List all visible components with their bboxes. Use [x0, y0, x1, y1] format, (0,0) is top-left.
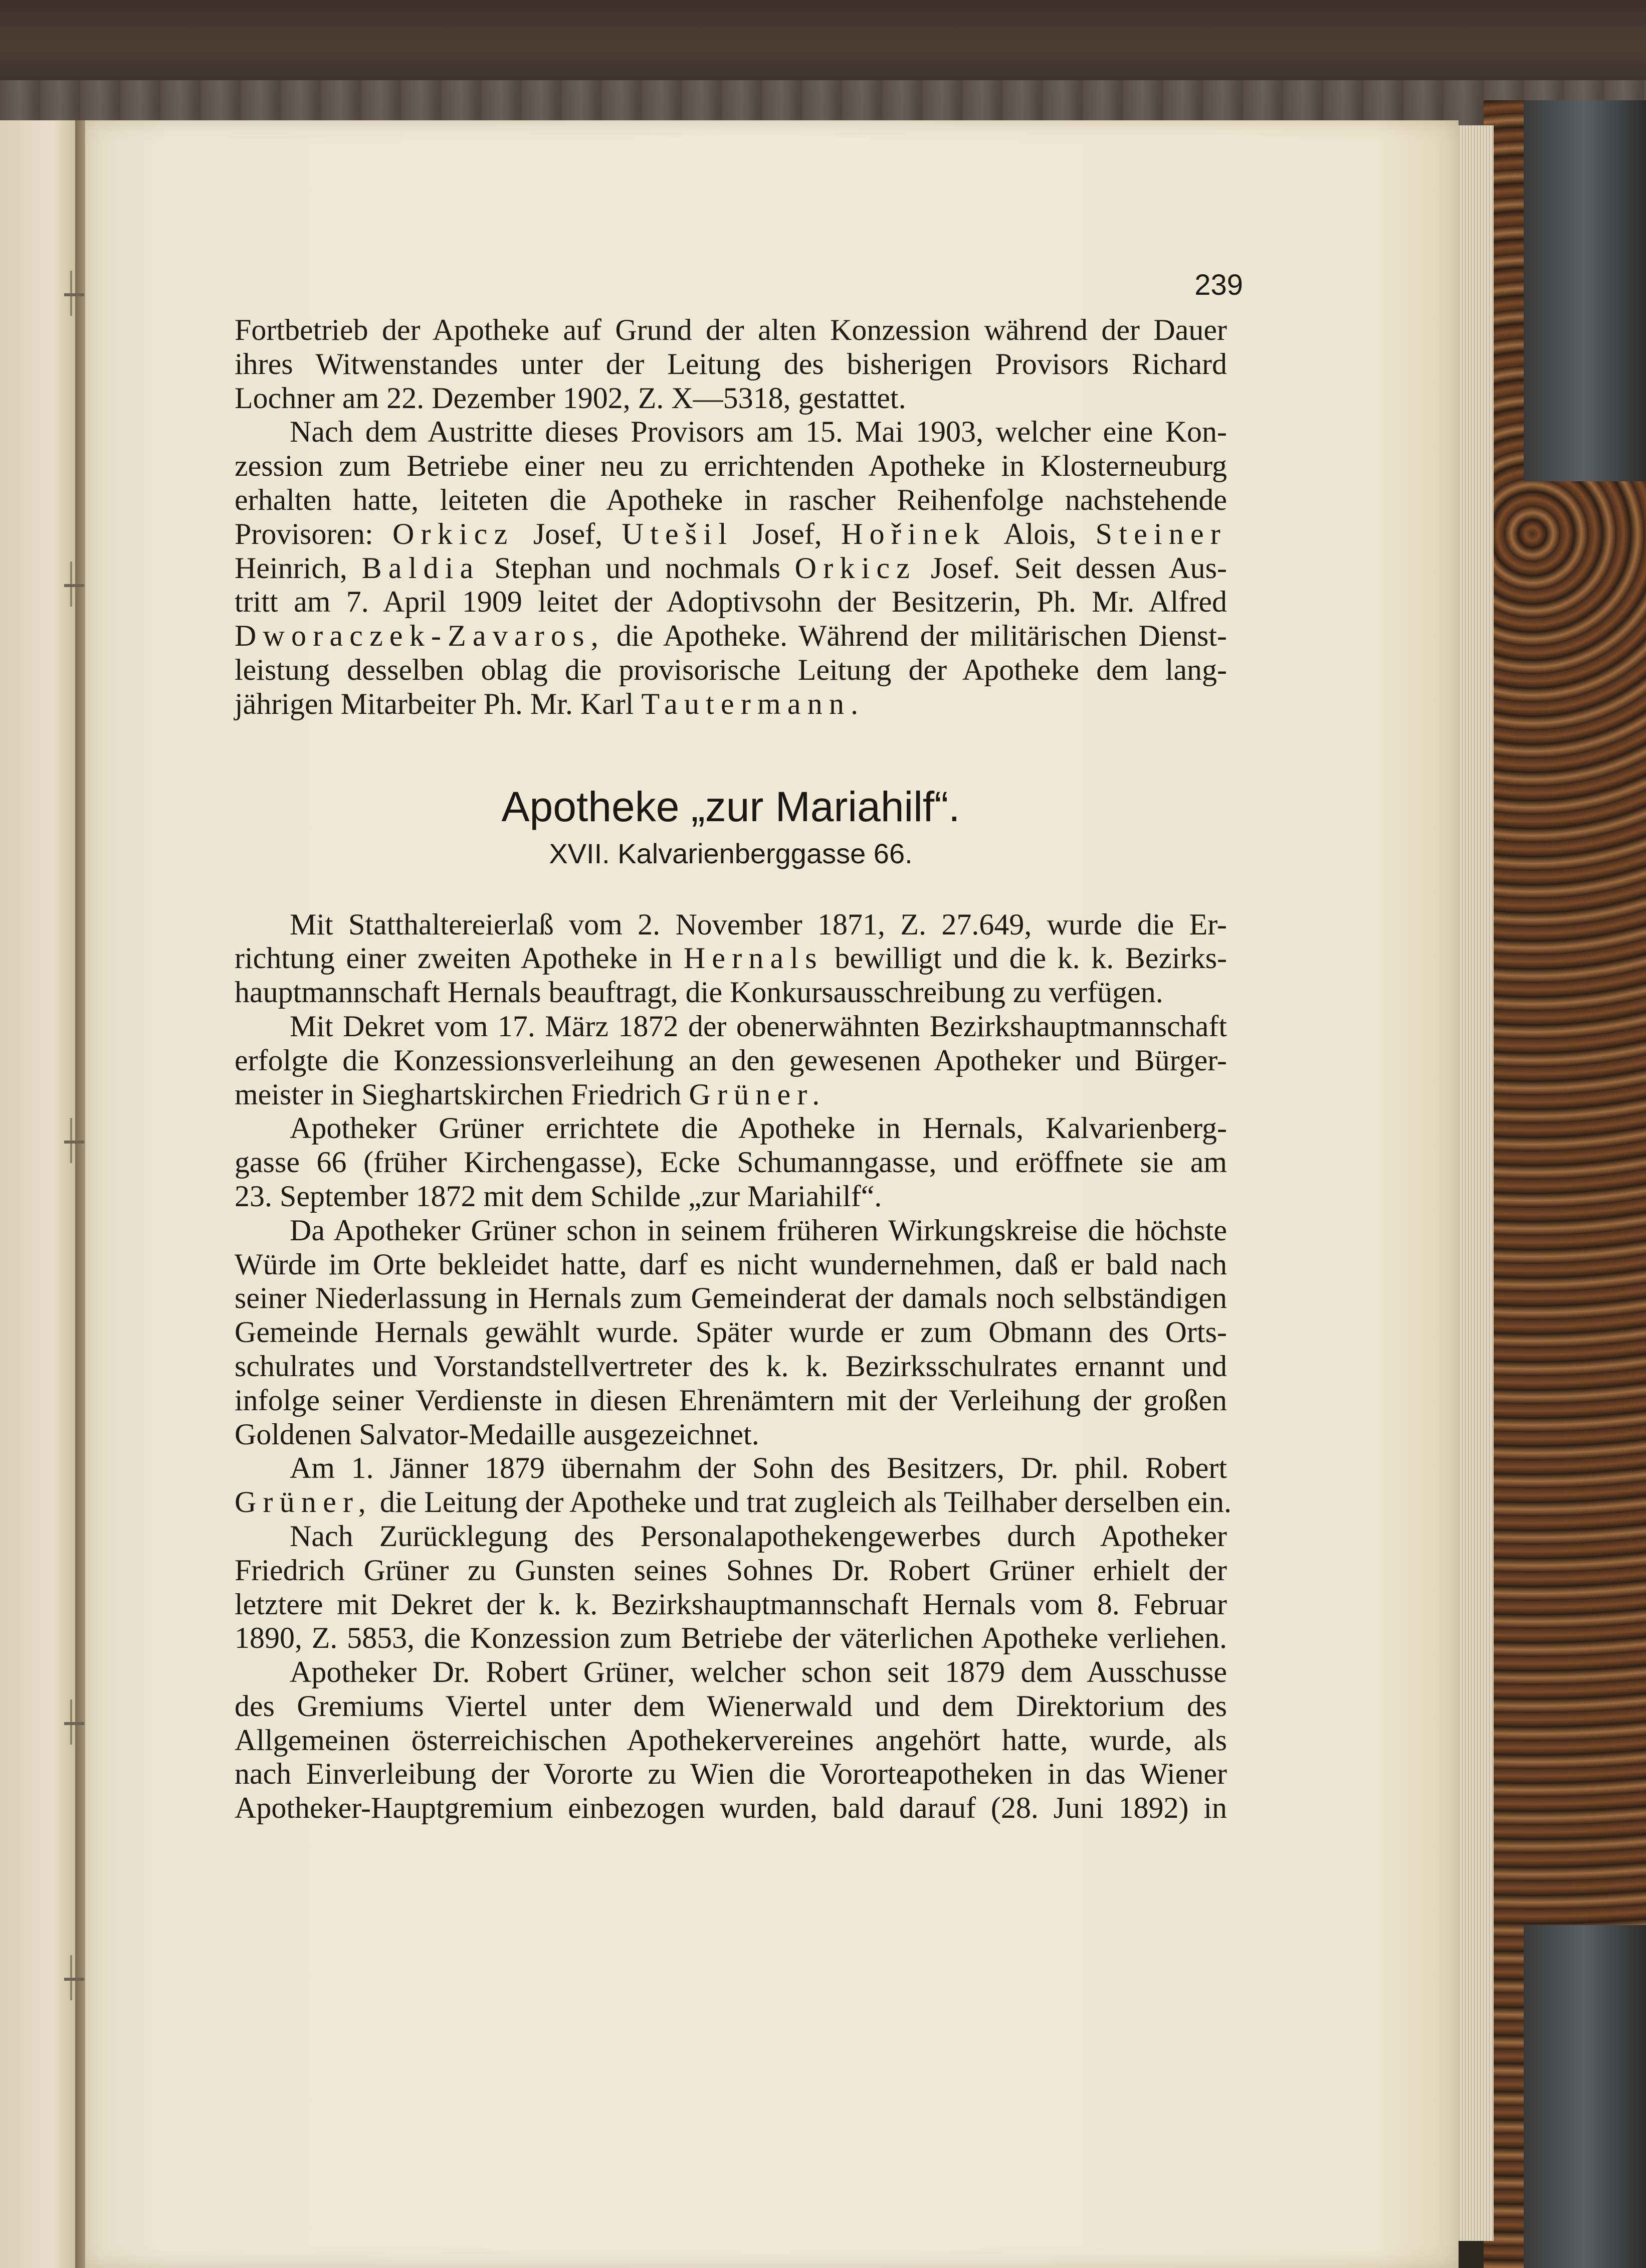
text-line: Lochner am 22. Dezember 1902, Z. X—5318, gestattet. — [235, 381, 906, 415]
text-line: Allgemeinen österreichischen Apothekervereines angehört hatte, wurde, als — [235, 1723, 1227, 1757]
stitch-mark — [64, 1978, 84, 1981]
text-line: schulrates und Vorstandstellvertreter des k. k. Bezirksschulrates ernannt und — [235, 1349, 1227, 1383]
book-cover-top-edge — [0, 80, 1646, 125]
person-name: Orkicz — [794, 551, 917, 585]
person-name: Hořinek — [841, 517, 986, 550]
page-edges — [1454, 125, 1494, 2241]
cover-spine-bottom — [1524, 1925, 1646, 2268]
text-fragment: jährigen Mitarbeiter Ph. Mr. Karl — [235, 687, 634, 720]
text-line: Nach Zurücklegung des Personalapothekengewerbes durch Apotheker — [290, 1519, 1227, 1553]
person-name: Orkicz — [392, 517, 514, 550]
cover-spine-top — [1524, 100, 1646, 481]
text-line: hauptmannschaft Hernals beauftragt, die Konkursausschreibung zu verfügen. — [235, 976, 1163, 1009]
text-line: ihres Witwenstandes unter der Leitung des bisherigen Provisors Richard — [235, 347, 1227, 381]
paragraph — [235, 908, 1227, 1010]
body-text — [235, 313, 1232, 1825]
text-line: Gemeinde Hernals gewählt wurde. Später wurde er zum Obmann des Orts- — [235, 1315, 1227, 1349]
text-line: Apotheker Dr. Robert Grüner, welcher schon seit 1879 dem Ausschusse — [290, 1655, 1227, 1689]
text-line: Apotheker Grüner errichtete die Apotheke in Hernals, Kalvarienberg- — [290, 1111, 1227, 1145]
text-line: Goldenen Salvator-Medaille ausgezeichnet. — [235, 1417, 759, 1451]
paragraph — [235, 1520, 1227, 1655]
place-name: Hernals — [683, 941, 824, 975]
text-line — [235, 551, 1227, 586]
text-line — [235, 941, 1227, 976]
paragraph — [235, 1214, 1227, 1452]
person-name: Baldia — [361, 551, 480, 585]
page-number: 239 — [1194, 269, 1243, 301]
text-line: des Gremiums Viertel unter dem Wienerwald und dem Direktorium des — [235, 1689, 1227, 1723]
text-fragment: Provisoren: — [235, 517, 373, 550]
text-line: letztere mit Dekret der k. k. Bezirkshauptmannschaft Hernals vom 8. Februar — [235, 1587, 1227, 1621]
text-fragment: Heinrich, — [235, 551, 347, 585]
text-line: Nach dem Austritte dieses Provisors am 15. Mai 1903, welcher eine Kon- — [290, 415, 1227, 449]
text-line: tritt am 7. April 1909 leitet der Adoptivsohn der Besitzerin, Ph. Mr. Alfred — [235, 585, 1227, 619]
section-address: XVII. Kalvarienberggasse 66. — [549, 837, 913, 869]
stitch-mark — [64, 1141, 84, 1144]
paragraph — [235, 1111, 1227, 1213]
text-line: Würde im Orte bekleidet hatte, darf es nicht wundernehmen, daß er bald nach — [235, 1247, 1227, 1281]
person-name: Dworaczek-Zavaros, — [235, 619, 605, 653]
paragraph — [235, 1451, 1232, 1520]
text-line: Friedrich Grüner zu Gunsten seines Sohnes Dr. Robert Grüner erhielt der — [235, 1553, 1227, 1587]
text-line: leistung desselben oblag die provisorische Leitung der Apotheke dem lang- — [235, 653, 1227, 686]
text-fragment: bewilligt und die k. k. Bezirks- — [835, 941, 1227, 975]
text-line — [235, 619, 1227, 653]
text-line: erhalten hatte, leiteten die Apotheke in rascher Reihenfolge nachstehende — [235, 483, 1227, 516]
text-fragment: Josef, — [752, 517, 822, 550]
text-line — [235, 1078, 1227, 1112]
text-line: gasse 66 (früher Kirchengasse), Ecke Schumanngasse, und eröffnete sie am — [235, 1146, 1227, 1179]
text-line: 23. September 1872 mit dem Schilde „zur Mariahilf“. — [235, 1179, 882, 1213]
person-name: Tautermann. — [641, 687, 865, 720]
text-line — [235, 1485, 1232, 1520]
text-line: nach Einverleibung der Vororte zu Wien die Vororteapotheken in das Wiener — [235, 1757, 1227, 1791]
text-fragment: die Leitung der Apotheke und trat zugleich als Teilhaber derselben ein. — [379, 1485, 1232, 1519]
stitch-mark — [64, 584, 84, 587]
text-line: Mit Dekret vom 17. März 1872 der obenerwähnten Bezirkshauptmannschaft — [290, 1009, 1227, 1043]
stitch-mark — [64, 293, 84, 296]
paragraph — [235, 415, 1227, 721]
text-line: Mit Statthaltereierlaß vom 2. November 1871, Z. 27.649, wurde die Er- — [290, 907, 1227, 941]
stitch-mark — [64, 1722, 84, 1725]
text-line: Am 1. Jänner 1879 übernahm der Sohn des Besitzers, Dr. phil. Robert — [290, 1451, 1227, 1485]
person-name: Utešil — [622, 517, 734, 550]
facing-page-sliver — [0, 120, 78, 2268]
text-fragment: Josef, — [533, 517, 603, 550]
text-line: Da Apotheker Grüner schon in seinem früheren Wirkungskreise die höchste — [290, 1213, 1227, 1247]
text-fragment: richtung einer zweiten Apotheke in — [235, 941, 673, 975]
text-fragment: Josef. Seit dessen Aus- — [930, 551, 1227, 585]
text-line: 1890, Z. 5853, die Konzession zum Betriebe der väterlichen Apotheke verliehen. — [235, 1621, 1227, 1655]
text-line — [235, 517, 1227, 551]
text-line — [235, 687, 1227, 721]
person-name: Steiner — [1095, 517, 1227, 550]
text-line: seiner Niederlassung in Hernals zum Gemeinderat der damals noch selbständigen — [235, 1281, 1227, 1315]
person-name: Grüner. — [689, 1077, 827, 1111]
text-line: Fortbetrieb der Apotheke auf Grund der alten Konzession während der Dauer — [235, 313, 1227, 346]
paragraph — [235, 1010, 1227, 1111]
text-line: Apotheker-Hauptgremium einbezogen wurden, bald darauf (28. Juni 1892) in — [235, 1791, 1227, 1825]
text-line: zession zum Betriebe einer neu zu errichtenden Apotheke in Klosterneuburg — [235, 449, 1227, 483]
text-fragment: die Apotheke. Während der militärischen Dienst- — [616, 619, 1227, 653]
text-fragment: meister in Sieghartskirchen Friedrich — [235, 1077, 682, 1111]
text-fragment: Alois, — [1003, 517, 1077, 550]
section-heading: Apotheke „zur Mariahilf“. — [501, 783, 960, 830]
text-line: infolge seiner Verdienste in diesen Ehrenämtern mit der Verleihung der großen — [235, 1383, 1227, 1417]
person-name: Grüner, — [235, 1485, 372, 1519]
paragraph — [235, 1655, 1227, 1825]
paragraph — [235, 313, 1227, 415]
text-fragment: Stephan und nochmals — [494, 551, 780, 585]
text-line: erfolgte die Konzessionsverleihung an den gewesenen Apotheker und Bürger- — [235, 1043, 1227, 1077]
